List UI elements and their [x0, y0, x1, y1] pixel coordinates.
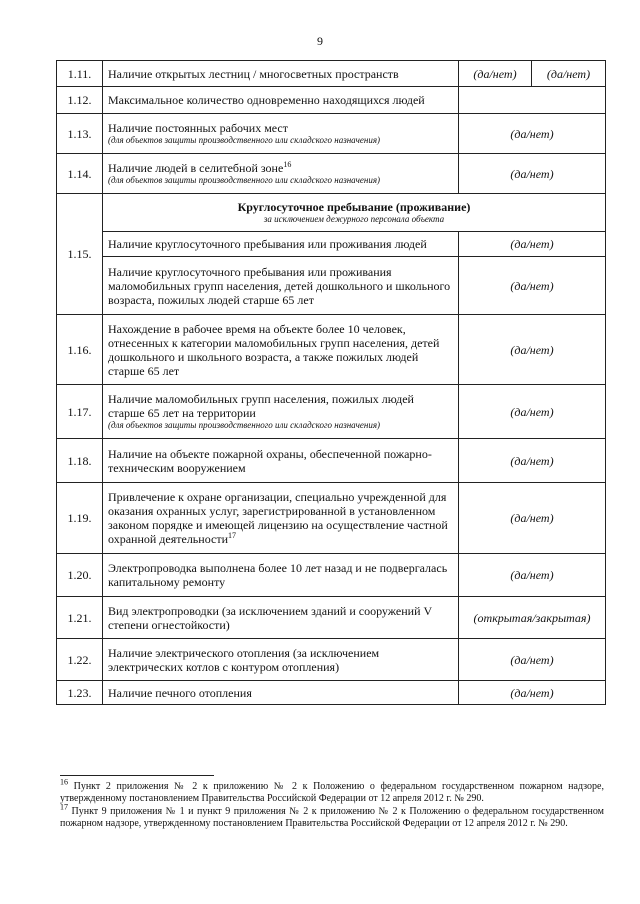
row-cell	[103, 483, 459, 554]
row-text: Наличие на объекте пожарной охраны, обеспеченной пожарно-техническим вооружением	[103, 439, 459, 483]
row-number: 1.14.	[57, 154, 103, 194]
row-cell	[103, 114, 459, 154]
row-number: 1.13.	[57, 114, 103, 154]
section-header	[103, 194, 606, 232]
row-note: (для объектов защиты производственного или складского назначения)	[108, 420, 380, 430]
answer-field[interactable]: (да/нет)	[459, 114, 606, 154]
table-row	[57, 439, 606, 483]
footnote-text: Пункт 2 приложения № 2 к приложению № 2 к Положению о федеральном государственном пожарном надзоре, утвержденному постановлением Правительства Российской Федерации от 12 апреля 2012 г. № 290.	[60, 781, 604, 804]
footnote-ref: 17	[228, 531, 236, 540]
answer-field[interactable]: (открытая/закрытая)	[459, 597, 606, 639]
table-row	[57, 61, 606, 87]
row-number: 1.16.	[57, 315, 103, 385]
table-row	[57, 257, 606, 315]
row-number: 1.21.	[57, 597, 103, 639]
row-text: Вид электропроводки (за исключением зданий и сооружений V степени огнестойкости)	[103, 597, 459, 639]
table-row	[57, 554, 606, 597]
row-number: 1.20.	[57, 554, 103, 597]
row-text: Нахождение в рабочее время на объекте более 10 человек, отнесенных к категории маломобильных групп населения, детей дошкольного и школьного возраста, а также пожилых людей старше 65 лет	[103, 315, 459, 385]
answer-field[interactable]: (да/нет)	[459, 232, 606, 257]
answer-field[interactable]: (да/нет)	[459, 154, 606, 194]
row-text: Наличие постоянных рабочих мест	[108, 121, 288, 135]
row-number: 1.18.	[57, 439, 103, 483]
value-field[interactable]	[459, 87, 606, 114]
answer-field[interactable]: (да/нет)	[459, 639, 606, 681]
footnote-text: Пункт 9 приложения № 1 и пункт 9 приложения № 2 к приложению № 2 к Положению о федеральном государственном пожарном надзоре, утвержденному постановлением Правительства Российской Федерации от 12 апреля 2012 г. № 290.	[60, 806, 604, 829]
table-row	[57, 681, 606, 705]
table-row	[57, 639, 606, 681]
table-row	[57, 315, 606, 385]
row-number: 1.11.	[57, 61, 103, 87]
table-row	[57, 114, 606, 154]
answer-field[interactable]: (да/нет)	[459, 257, 606, 315]
row-note: (для объектов защиты производственного или складского назначения)	[108, 135, 380, 145]
footnote-separator	[60, 775, 214, 776]
footnote-mark: 16	[60, 777, 68, 787]
row-text: Привлечение к охране организации, специально учрежденной для оказания охранных услуг, зарегистрированной в установленном законом порядке и имеющей лицензию на осуществление частной охранной деятельности	[108, 490, 448, 546]
row-cell	[103, 154, 459, 194]
page-number: 9	[317, 34, 323, 48]
table-row	[57, 597, 606, 639]
row-number: 1.17.	[57, 385, 103, 439]
row-text: Наличие открытых лестниц / многосветных пространств	[103, 61, 459, 87]
table-row	[57, 154, 606, 194]
row-text: Электропроводка выполнена более 10 лет назад и не подвергалась капитальному ремонту	[103, 554, 459, 597]
section-title: Круглосуточное пребывание (проживание)	[237, 200, 471, 214]
row-number: 1.23.	[57, 681, 103, 705]
table-row	[57, 483, 606, 554]
row-cell	[103, 385, 459, 439]
answer-field[interactable]: (да/нет)	[459, 554, 606, 597]
footnote-ref: 16	[283, 160, 292, 169]
row-text: Наличие маломобильных групп населения, пожилых людей старше 65 лет на территории	[108, 392, 414, 420]
answer-field[interactable]: (да/нет)	[459, 681, 606, 705]
row-number: 1.19.	[57, 483, 103, 554]
row-note: (для объектов защиты производственного или складского назначения)	[108, 175, 380, 185]
row-text: Наличие людей в селитебной зоне	[108, 161, 284, 175]
table-row	[57, 232, 606, 257]
row-number: 1.15.	[57, 194, 103, 315]
answer-field[interactable]: (да/нет)	[459, 439, 606, 483]
answer-field[interactable]: (да/нет)	[532, 61, 606, 87]
footnote-mark: 17	[60, 802, 68, 812]
form-table	[56, 60, 606, 705]
footnote	[60, 802, 604, 830]
answer-field[interactable]: (да/нет)	[459, 385, 606, 439]
table-row	[57, 87, 606, 114]
section-note: за исключением дежурного персонала объекта	[263, 214, 445, 224]
table-row	[57, 194, 606, 232]
row-number: 1.12.	[57, 87, 103, 114]
row-text: Наличие печного отопления	[103, 681, 459, 705]
table-row	[57, 385, 606, 439]
row-text: Наличие электрического отопления (за исключением электрических котлов с контуром отопления)	[103, 639, 459, 681]
row-text: Наличие круглосуточного пребывания или проживания маломобильных групп населения, детей дошкольного и школьного возраста, пожилых людей старше 65 лет	[103, 257, 459, 315]
answer-field[interactable]: (да/нет)	[459, 315, 606, 385]
row-number: 1.22.	[57, 639, 103, 681]
footnote	[60, 777, 604, 805]
row-text: Максимальное количество одновременно находящихся людей	[103, 87, 459, 114]
footnotes	[60, 777, 604, 831]
answer-field[interactable]: (да/нет)	[459, 61, 532, 87]
row-text: Наличие круглосуточного пребывания или проживания людей	[103, 232, 459, 257]
answer-field[interactable]: (да/нет)	[459, 483, 606, 554]
